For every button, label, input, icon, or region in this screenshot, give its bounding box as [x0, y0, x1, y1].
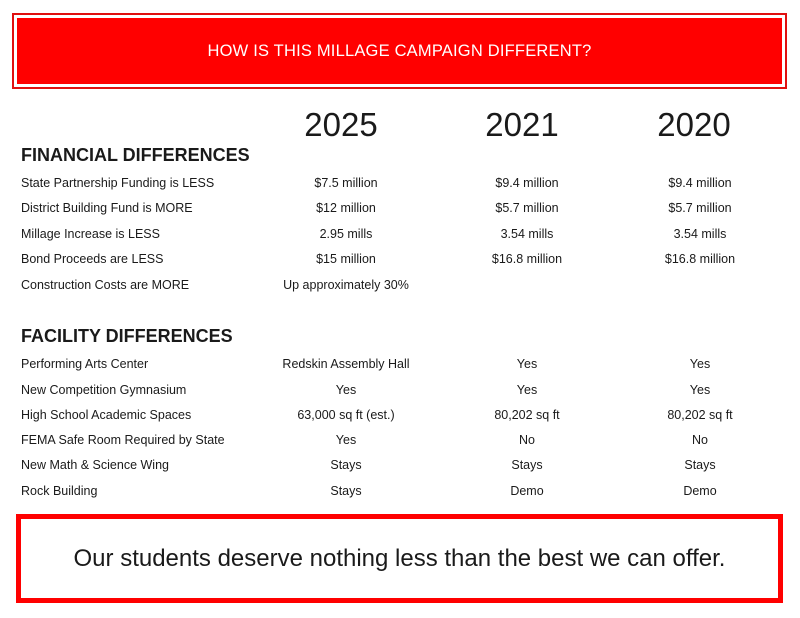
year-heading-2025: 2025: [304, 106, 378, 143]
table-row: [0, 383, 800, 403]
cell-2020: Yes: [689, 357, 711, 371]
cell-2020: Demo: [683, 484, 717, 498]
cell-2025: Stays: [330, 458, 362, 472]
cell-2021: Stays: [511, 458, 543, 472]
table-row: [0, 408, 800, 428]
table-row: [0, 201, 800, 221]
year-heading-2020: 2020: [657, 106, 731, 143]
cell-2025: 63,000 sq ft (est.): [297, 408, 395, 422]
row-label: Millage Increase is LESS: [21, 227, 160, 241]
cell-2021: $16.8 million: [491, 252, 563, 266]
footer-tagline: Our students deserve nothing less than the best we can offer.: [73, 544, 726, 572]
cell-2021: Yes: [516, 357, 538, 371]
table-row: [0, 278, 800, 298]
cell-2025: Stays: [330, 484, 362, 498]
cell-2020: $5.7 million: [668, 201, 732, 215]
cell-2021: Demo: [510, 484, 544, 498]
table-row: [0, 176, 800, 196]
cell-2021: $9.4 million: [495, 176, 559, 190]
cell-2025: $12 million: [316, 201, 376, 215]
cell-2021: $5.7 million: [495, 201, 559, 215]
footer-banner: [16, 514, 783, 603]
cell-2021: 3.54 mills: [500, 227, 554, 241]
row-label: State Partnership Funding is LESS: [21, 176, 215, 190]
cell-2020: 3.54 mills: [673, 227, 727, 241]
cell-2020: Stays: [684, 458, 716, 472]
table-row: [0, 433, 800, 453]
cell-2025: $7.5 million: [314, 176, 378, 190]
table-row: [0, 227, 800, 247]
row-label: Rock Building: [21, 484, 98, 498]
cell-2021: 80,202 sq ft: [494, 408, 560, 422]
table-row: [0, 252, 800, 272]
table-row: [0, 484, 800, 504]
row-label: Construction Costs are MORE: [21, 278, 190, 292]
row-label: FEMA Safe Room Required by State: [21, 433, 225, 447]
cell-2025: Yes: [335, 383, 357, 397]
table-row: [0, 357, 800, 377]
table-row: [0, 458, 800, 478]
row-label: District Building Fund is MORE: [21, 201, 193, 215]
row-label: New Competition Gymnasium: [21, 383, 187, 397]
cell-2021: Yes: [516, 383, 538, 397]
cell-2020: No: [692, 433, 708, 447]
cell-2020: 80,202 sq ft: [667, 408, 733, 422]
cell-2025: Redskin Assembly Hall: [282, 357, 410, 371]
facility-heading: FACILITY DIFFERENCES: [21, 326, 233, 346]
row-label: High School Academic Spaces: [21, 408, 192, 422]
cell-2025: 2.95 mills: [319, 227, 373, 241]
footer-banner-inner: [21, 519, 778, 598]
header-banner-fill: [17, 18, 782, 84]
page-title: HOW IS THIS MILLAGE CAMPAIGN DIFFERENT?: [207, 41, 592, 60]
year-heading-2021: 2021: [485, 106, 559, 143]
cell-2020: $16.8 million: [664, 252, 736, 266]
row-label: Bond Proceeds are LESS: [21, 252, 164, 266]
header-banner: [12, 13, 787, 89]
row-label: Performing Arts Center: [21, 357, 149, 371]
cell-2025: Yes: [335, 433, 357, 447]
cell-2025: $15 million: [316, 252, 376, 266]
row-label: New Math & Science Wing: [21, 458, 169, 472]
cell-2020: $9.4 million: [668, 176, 732, 190]
financial-heading: FINANCIAL DIFFERENCES: [21, 145, 250, 165]
cell-2021: No: [519, 433, 535, 447]
cell-2020: Yes: [689, 383, 711, 397]
cell-2025: Up approximately 30%: [283, 278, 409, 292]
